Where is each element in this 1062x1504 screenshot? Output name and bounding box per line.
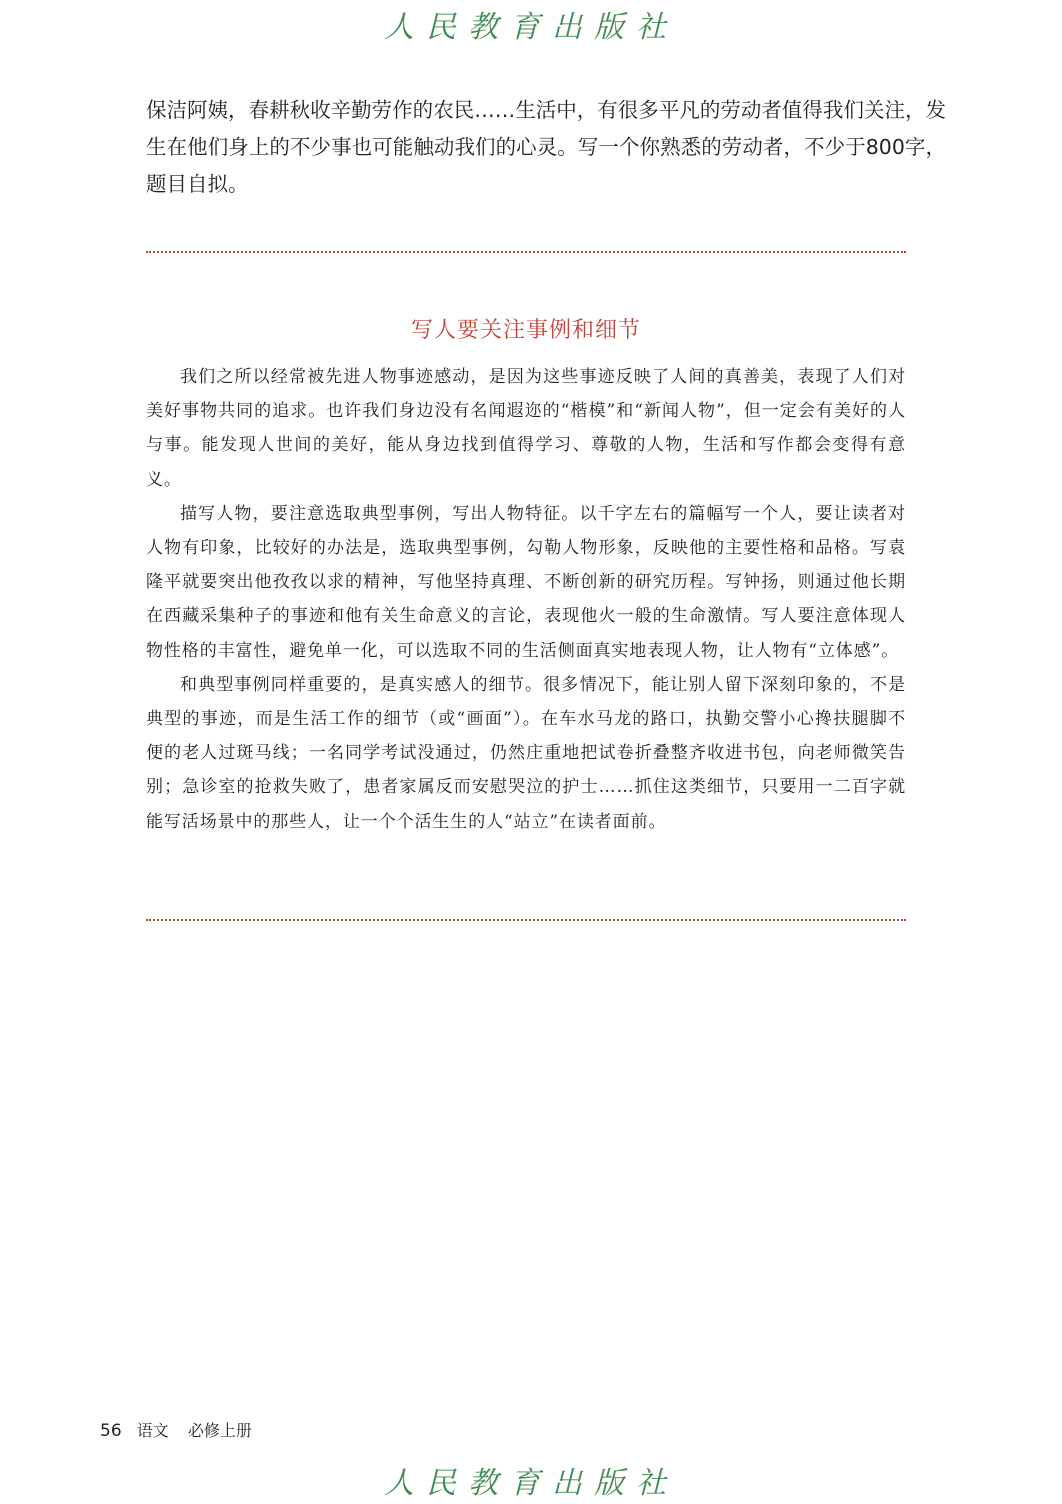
publisher-logo-top: 人民教育出版社 (384, 10, 678, 45)
body-paragraph-3: 和典型事例同样重要的，是真实感人的细节。很多情况下，能让别人留下深刻印象的，不是典型的事迹，而是生活工作的细节（或“画面”）。在车水马龙的路口，执勤交警小心搀扶腿脚不便的老人过斑马线；一名同学考试没通过，仍然庄重地把试卷折叠整齐收进书包，向老师微笑告别；急诊室的抢救失败了，患者家属反而安慰哭泣的护士……抓住这类细节，只要用一二百字就能写活场景中的那些人，让一个个活生生的人“站立”在读者面前。 (146, 674, 906, 832)
page-footer (100, 1418, 252, 1441)
writing-task-prompt: 保洁阿姨，春耕秋收辛勤劳作的农民……生活中，有很多平凡的劳动者值得我们关注，发生在他们身上的不少事也可能触动我们的心灵。写一个你熟悉的劳动者，不少于800字，题目自拟。 (146, 98, 946, 196)
body-paragraph-2: 描写人物，要注意选取典型事例，写出人物特征。以千字左右的篇幅写一个人，要让读者对人物有印象，比较好的办法是，选取典型事例，勾勒人物形象，反映他的主要性格和品格。写袁隆平就要突出他孜孜以求的精神，写他坚持真理、不断创新的研究历程。写钟扬，则通过他长期在西藏采集种子的事迹和他有关生命意义的言论，表现他火一般的生命激情。写人要注意体现人物性格的丰富性，避免单一化，可以选取不同的生活侧面真实地表现人物，让人物有“立体感”。 (146, 503, 906, 661)
page-number: 56 (100, 1421, 122, 1441)
subject-label: 语文 (136, 1421, 169, 1440)
section-body (146, 360, 906, 839)
dotted-divider-top (146, 251, 906, 253)
volume-label: 必修上册 (187, 1421, 252, 1440)
dotted-divider-bottom (146, 919, 906, 921)
publisher-logo-bottom: 人民教育出版社 (384, 1466, 678, 1501)
body-paragraph-1: 我们之所以经常被先进人物事迹感动，是因为这些事迹反映了人间的真善美，表现了人们对美好事物共同的追求。也许我们身边没有名闻遐迩的“楷模”和“新闻人物”，但一定会有美好的人与事。能发现人世间的美好，能从身边找到值得学习、尊敬的人物，生活和写作都会变得有意义。 (146, 367, 906, 490)
section-title: 写人要关注事例和细节 (410, 318, 641, 343)
